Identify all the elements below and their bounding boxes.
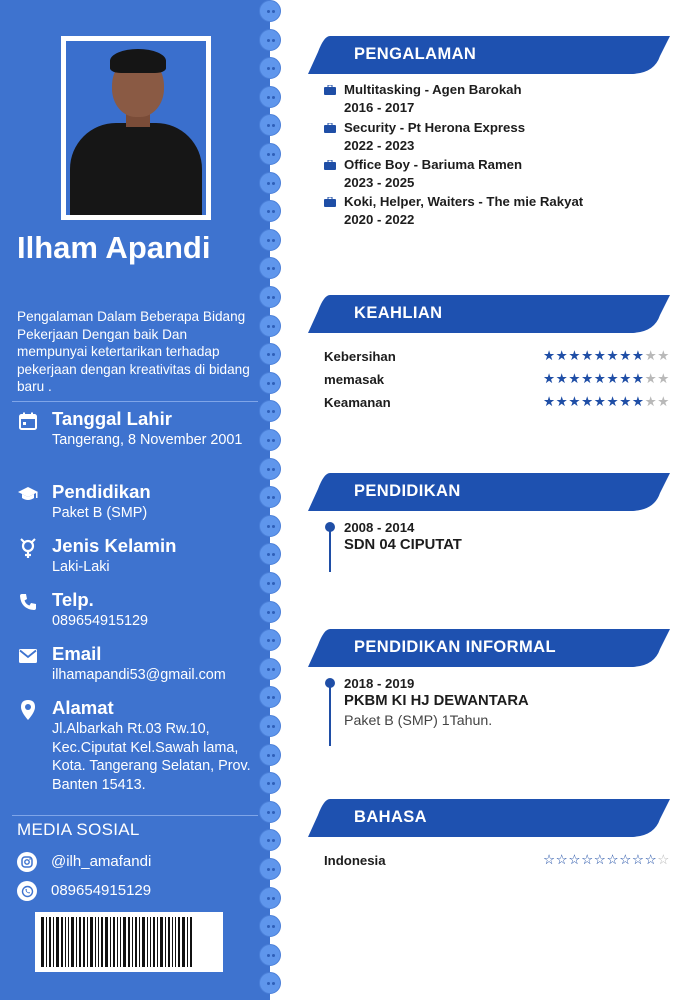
barcode-bar xyxy=(132,917,133,967)
info-birth-value: Tangerang, 8 November 2001 xyxy=(52,432,243,448)
barcode-bar xyxy=(113,917,115,967)
binding-ring xyxy=(259,658,281,680)
notebook-binding xyxy=(259,0,281,1000)
timeline-dot xyxy=(325,522,335,532)
star-empty-icon: ☆ xyxy=(644,852,658,867)
star-filled-icon: ★ xyxy=(606,348,620,363)
timeline-dot xyxy=(325,678,335,688)
barcode xyxy=(35,912,223,972)
briefcase-icon xyxy=(324,160,336,170)
binding-ring xyxy=(259,887,281,909)
star-filled-icon: ★ xyxy=(593,348,607,363)
location-pin-icon xyxy=(17,699,39,721)
barcode-bar xyxy=(110,917,111,967)
profile-name: Ilham Apandi xyxy=(17,230,211,265)
barcode-bar xyxy=(168,917,170,967)
star-empty-icon: ☆ xyxy=(542,852,556,867)
binding-ring xyxy=(259,29,281,51)
barcode-bar xyxy=(157,917,158,967)
barcode-bar xyxy=(95,917,96,967)
star-filled-icon: ★ xyxy=(606,371,620,386)
star-filled-icon: ★ xyxy=(631,394,645,409)
barcode-bar xyxy=(139,917,140,967)
binding-ring xyxy=(259,229,281,251)
skill-name: memasak xyxy=(324,372,385,387)
info-education-title: Pendidikan xyxy=(52,481,151,502)
barcode-bar xyxy=(90,917,93,967)
skill-row xyxy=(324,395,672,413)
star-filled-icon: ★ xyxy=(631,348,645,363)
binding-ring xyxy=(259,458,281,480)
binding-ring xyxy=(259,686,281,708)
star-empty-icon: ☆ xyxy=(581,852,594,867)
binding-ring xyxy=(259,744,281,766)
profile-summary: Pengalaman Dalam Beberapa Bidang Pekerjaan Dengan baik Dan mempunyai ketertarikan terhadap pekerjaan dengan kreativitas di bidang baru . xyxy=(17,309,250,394)
barcode-bar xyxy=(153,917,155,967)
info-phone-title: Telp. xyxy=(52,589,94,610)
binding-ring xyxy=(259,400,281,422)
binding-ring xyxy=(259,601,281,623)
graduation-cap-icon xyxy=(17,483,39,505)
experience-role: Office Boy - Bariuma Ramen xyxy=(344,157,523,172)
barcode-bar xyxy=(147,917,148,967)
barcode-bar xyxy=(190,917,192,967)
barcode-bar xyxy=(178,917,180,967)
experience-role: Security - Pt Herona Express xyxy=(344,120,526,135)
section-title-informal: PENDIDIKAN INFORMAL xyxy=(354,638,556,656)
barcode-bar xyxy=(101,917,103,967)
info-email-title: Email xyxy=(52,643,102,664)
star-empty-icon: ☆ xyxy=(568,852,582,867)
social-title: MEDIA SOSIAL xyxy=(17,820,140,839)
binding-ring xyxy=(259,200,281,222)
barcode-bar xyxy=(49,917,51,967)
divider xyxy=(12,401,258,402)
barcode-bar xyxy=(105,917,108,967)
portrait-image xyxy=(66,41,206,215)
star-filled-icon: ★ xyxy=(555,348,569,363)
binding-ring xyxy=(259,572,281,594)
star-filled-icon: ★ xyxy=(568,371,582,386)
info-email xyxy=(17,643,267,687)
barcode-bar xyxy=(61,917,63,967)
star-filled-icon: ★ xyxy=(542,371,556,386)
star-empty-icon: ★ xyxy=(644,371,658,386)
language-row xyxy=(324,853,672,871)
barcode-bar xyxy=(68,917,69,967)
profile-photo xyxy=(61,36,211,220)
section-header-language xyxy=(308,799,670,837)
informal-school: PKBM KI HJ DEWANTARA xyxy=(344,693,529,709)
star-filled-icon: ★ xyxy=(606,394,620,409)
barcode-bar xyxy=(187,917,188,967)
section-header-experience xyxy=(308,36,670,74)
barcode-bar xyxy=(120,917,121,967)
binding-ring xyxy=(259,515,281,537)
binding-ring xyxy=(259,915,281,937)
divider xyxy=(12,815,258,816)
skill-rating xyxy=(543,348,670,364)
barcode-bar xyxy=(172,917,173,967)
binding-ring xyxy=(259,858,281,880)
section-title-experience: PENGALAMAN xyxy=(354,45,477,63)
experience-role: Koki, Helper, Waiters - The mie Rakyat xyxy=(344,194,584,209)
barcode-bar xyxy=(56,917,59,967)
barcode-bar xyxy=(46,917,47,967)
info-education xyxy=(17,481,267,525)
skill-row xyxy=(324,372,672,390)
star-empty-icon: ☆ xyxy=(631,852,645,867)
star-filled-icon: ★ xyxy=(581,371,594,386)
binding-ring xyxy=(259,629,281,651)
star-filled-icon: ★ xyxy=(542,348,556,363)
binding-ring xyxy=(259,0,281,22)
barcode-bar xyxy=(71,917,74,967)
barcode-bar xyxy=(175,917,176,967)
language-name: Indonesia xyxy=(324,853,386,868)
star-filled-icon: ★ xyxy=(555,394,569,409)
barcode-bar xyxy=(160,917,163,967)
experience-years: 2022 - 2023 xyxy=(344,138,415,153)
info-gender-value: Laki-Laki xyxy=(52,559,110,575)
star-empty-icon: ☆ xyxy=(619,852,632,867)
binding-ring xyxy=(259,829,281,851)
briefcase-icon xyxy=(324,197,336,207)
star-filled-icon: ★ xyxy=(581,394,594,409)
informal-years: 2018 - 2019 xyxy=(344,676,415,691)
barcode-bar xyxy=(76,917,77,967)
star-filled-icon: ★ xyxy=(593,394,607,409)
binding-ring xyxy=(259,315,281,337)
language-rating xyxy=(543,852,670,868)
star-empty-icon: ☆ xyxy=(657,852,670,867)
info-email-value: ilhamapandi53@gmail.com xyxy=(52,667,226,683)
star-filled-icon: ★ xyxy=(568,348,582,363)
gender-icon xyxy=(17,537,39,559)
binding-ring xyxy=(259,543,281,565)
binding-ring xyxy=(259,114,281,136)
binding-ring xyxy=(259,972,281,994)
barcode-bar xyxy=(87,917,88,967)
info-education-value: Paket B (SMP) xyxy=(52,505,148,521)
skill-rating xyxy=(543,394,670,410)
instagram-icon xyxy=(17,852,37,872)
section-title-language: BAHASA xyxy=(354,808,427,826)
info-phone-value: 089654915129 xyxy=(52,613,149,629)
skill-row xyxy=(324,349,672,367)
barcode-bar xyxy=(128,917,130,967)
timeline-line xyxy=(329,528,331,572)
binding-ring xyxy=(259,486,281,508)
star-empty-icon: ★ xyxy=(644,348,658,363)
skill-name: Keamanan xyxy=(324,395,391,410)
binding-ring xyxy=(259,143,281,165)
barcode-bar xyxy=(65,917,66,967)
star-filled-icon: ★ xyxy=(619,371,632,386)
education-years: 2008 - 2014 xyxy=(344,520,415,535)
star-filled-icon: ★ xyxy=(542,394,556,409)
binding-ring xyxy=(259,801,281,823)
informal-education-item xyxy=(325,676,665,746)
info-birth xyxy=(17,408,267,470)
section-title-skills: KEAHLIAN xyxy=(354,304,443,322)
binding-ring xyxy=(259,429,281,451)
education-item xyxy=(325,520,665,570)
info-birth-title: Tanggal Lahir xyxy=(52,408,172,429)
education-school: SDN 04 CIPUTAT xyxy=(344,537,462,553)
portrait-body xyxy=(70,123,202,215)
social-instagram[interactable] xyxy=(17,852,257,874)
barcode-bar xyxy=(117,917,118,967)
section-header-skills xyxy=(308,295,670,333)
star-empty-icon: ☆ xyxy=(593,852,607,867)
barcode-bar xyxy=(79,917,81,967)
skill-rating xyxy=(543,371,670,387)
star-empty-icon: ★ xyxy=(657,394,670,409)
experience-years: 2023 - 2025 xyxy=(344,175,415,190)
info-address-value: Jl.Albarkah Rt.03 Rw.10, Kec.Ciputat Kel.Sawah lama, Kota. Tangerang Selatan, Prov. Banten 15413. xyxy=(52,721,251,793)
info-gender-title: Jenis Kelamin xyxy=(52,535,177,556)
binding-ring xyxy=(259,86,281,108)
experience-years: 2016 - 2017 xyxy=(344,100,415,115)
binding-ring xyxy=(259,944,281,966)
star-filled-icon: ★ xyxy=(631,371,645,386)
star-empty-icon: ★ xyxy=(644,394,658,409)
binding-ring xyxy=(259,172,281,194)
section-header-education xyxy=(308,473,670,511)
star-filled-icon: ★ xyxy=(568,394,582,409)
star-filled-icon: ★ xyxy=(593,371,607,386)
binding-ring xyxy=(259,343,281,365)
experience-years: 2020 - 2022 xyxy=(344,212,415,227)
star-empty-icon: ★ xyxy=(657,348,670,363)
star-filled-icon: ★ xyxy=(619,394,632,409)
social-whatsapp[interactable] xyxy=(17,881,257,903)
whatsapp-number: 089654915129 xyxy=(51,882,152,899)
sidebar xyxy=(0,0,270,1000)
calendar-icon xyxy=(17,410,39,432)
section-title-education: PENDIDIKAN xyxy=(354,482,461,500)
section-header-informal xyxy=(308,629,670,667)
informal-note: Paket B (SMP) 1Tahun. xyxy=(344,713,493,729)
barcode-bar xyxy=(53,917,54,967)
star-filled-icon: ★ xyxy=(619,348,632,363)
star-empty-icon: ☆ xyxy=(555,852,569,867)
star-filled-icon: ★ xyxy=(555,371,569,386)
whatsapp-icon xyxy=(17,881,37,901)
binding-ring xyxy=(259,772,281,794)
binding-ring xyxy=(259,715,281,737)
instagram-handle: @ilh_amafandi xyxy=(51,853,152,870)
barcode-bar xyxy=(123,917,126,967)
timeline-line xyxy=(329,684,331,746)
binding-ring xyxy=(259,372,281,394)
binding-ring xyxy=(259,257,281,279)
star-empty-icon: ☆ xyxy=(606,852,620,867)
barcode-bar xyxy=(135,917,137,967)
barcode-bar xyxy=(165,917,166,967)
info-gender xyxy=(17,535,267,579)
star-empty-icon: ★ xyxy=(657,371,670,386)
binding-ring xyxy=(259,286,281,308)
briefcase-icon xyxy=(324,123,336,133)
info-phone xyxy=(17,589,267,633)
barcode-bar xyxy=(150,917,151,967)
barcode-bar xyxy=(41,917,44,967)
star-filled-icon: ★ xyxy=(581,348,594,363)
barcode-bar xyxy=(142,917,145,967)
email-icon xyxy=(17,645,39,667)
phone-icon xyxy=(17,591,39,613)
briefcase-icon xyxy=(324,85,336,95)
binding-ring xyxy=(259,57,281,79)
experience-role: Multitasking - Agen Barokah xyxy=(344,82,522,97)
barcode-bar xyxy=(98,917,99,967)
skill-name: Kebersihan xyxy=(324,349,396,364)
info-address-title: Alamat xyxy=(52,697,114,718)
info-address xyxy=(17,697,267,812)
barcode-bar xyxy=(182,917,185,967)
portrait-hair xyxy=(110,49,166,73)
barcode-bar xyxy=(83,917,85,967)
